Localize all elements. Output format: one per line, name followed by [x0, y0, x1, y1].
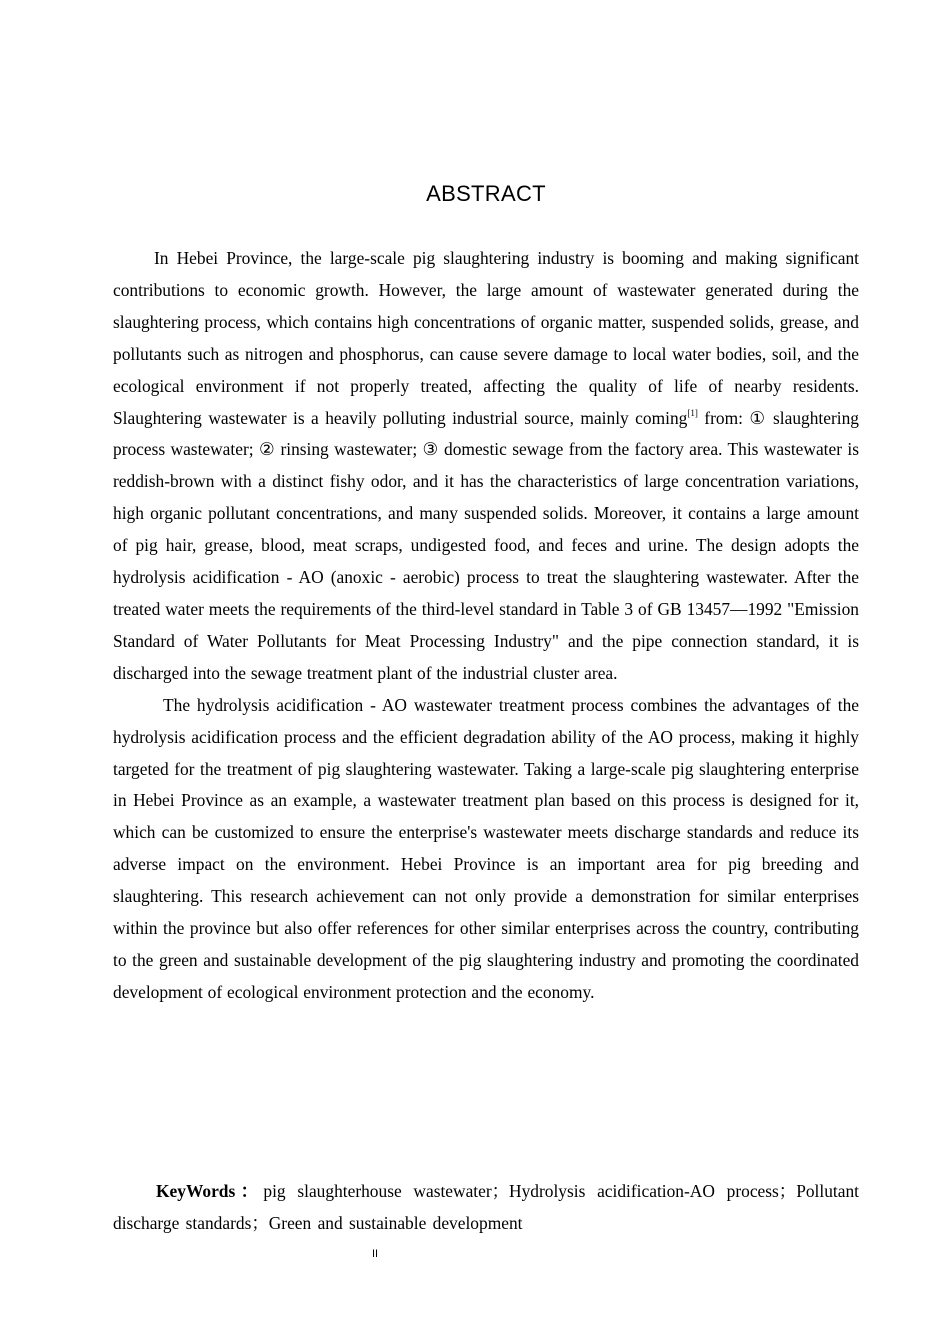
abstract-paragraph-2: The hydrolysis acidification - AO wastewater treatment process combines the advantages of the hydrolysis acidification process and the efficient degradation ability of the AO process, making it highly targeted for the treatment of pig slaughtering wastewater. Taking a large-scale pig slaughtering enterprise in Hebei Province as an example, a wastewater treatment plan based on this process is designed for it, which can be customized to ensure the enterprise's wastewater meets discharge standards and reduce its adverse impact on the environment. Hebei Province is an important area for pig breeding and slaughtering. This research achievement can not only provide a demonstration for similar enterprises within the province but also offer references for other similar enterprises across the country, contributing to the green and sustainable development of the pig slaughtering industry and promoting the coordinated development of ecological environment protection and the economy. [113, 694, 859, 1002]
keywords-text: pig slaughterhouse wastewater；Hydrolysis acidification-AO process；Pollutant discharge standards；Green and sustainable development [113, 1181, 859, 1233]
paragraph-1-text-after-ref: from: ① slaughtering process wastewater; ② rinsing wastewater; ③ domestic sewage from the factory area. This wastewater is reddish-brown with a distinct fishy odor, and it has the characteristics of large concentration variations, high organic pollutant concentrations, and many suspended solids. Moreover, it contains a large amount of pig hair, grease, blood, meat scraps, undigested food, and feces and urine. The design adopts the hydrolysis acidification - AO (anoxic - aerobic) process to treat the slaughtering wastewater. After the treated water meets the requirements of the third-level standard in Table 3 of GB 13457—1992 "Emission Standard of Water Pollutants for Meat Processing Industry" and the pipe connection standard, it is discharged into the sewage treatment plant of the industrial cluster area. [113, 407, 859, 683]
citation-ref: [1] [687, 407, 698, 418]
paragraph-1-text-before-ref: In Hebei Province, the large-scale pig slaughtering industry is booming and making significant contributions to economic growth. However, the large amount of wastewater generated during the slaughtering process, which contains high concentrations of organic matter, suspended solids, grease, and pollutants such as nitrogen and phosphorus, can cause severe damage to local water bodies, soil, and the ecological environment if not properly treated, affecting the quality of life of nearby residents. Slaughtering wastewater is a heavily polluting industrial source, mainly coming [113, 248, 859, 428]
abstract-body [113, 243, 859, 1009]
abstract-paragraph-1 [113, 243, 859, 690]
keywords-label: KeyWords： [156, 1181, 264, 1201]
abstract-title: ABSTRACT [426, 181, 546, 206]
keywords-section [113, 1175, 859, 1239]
page-number: II [371, 1248, 379, 1260]
